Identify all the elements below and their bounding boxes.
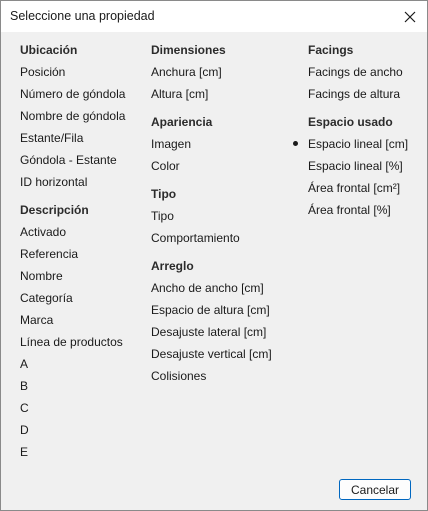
property-item-label: Facings de altura: [308, 87, 401, 101]
property-item-label: A: [20, 357, 29, 371]
property-item-label: Anchura [cm]: [151, 65, 222, 79]
property-item-posicion[interactable]: [20, 65, 65, 79]
property-item-label: Tipo: [151, 209, 174, 223]
property-item-label: Área frontal [%]: [308, 203, 391, 217]
property-item-label: Desajuste lateral [cm]: [151, 325, 267, 339]
property-item-label: Góndola - Estante: [20, 153, 117, 167]
property-item-numero-de-gondola[interactable]: [20, 87, 125, 101]
property-item-nombre-de-gondola[interactable]: [20, 109, 125, 123]
property-item-label: Estante/Fila: [20, 131, 84, 145]
property-item-area-frontal-cm[interactable]: [308, 181, 400, 195]
property-item-d[interactable]: [20, 423, 29, 437]
section-header-descripcion: Descripción: [20, 203, 89, 217]
section-header-facings: Facings: [308, 43, 354, 57]
property-item-label: Nombre de góndola: [20, 109, 126, 123]
property-item-activado[interactable]: [20, 225, 66, 239]
section-header-dimensiones: Dimensiones: [151, 43, 226, 57]
section-header-tipo: Tipo: [151, 187, 177, 201]
property-item-ancho-de-ancho-cm[interactable]: [151, 281, 264, 295]
property-item-label: Desajuste vertical [cm]: [151, 347, 272, 361]
property-item-gondola-estante[interactable]: [20, 153, 117, 167]
property-item-espacio-de-altura-cm[interactable]: [151, 303, 270, 317]
property-item-desajuste-vertical-cm[interactable]: [151, 347, 272, 361]
property-item-b[interactable]: [20, 379, 28, 393]
property-item-espacio-lineal[interactable]: [308, 159, 403, 173]
property-item-e[interactable]: [20, 445, 28, 459]
property-item-altura-cm[interactable]: [151, 87, 208, 101]
property-item-label: Referencia: [20, 247, 79, 261]
property-item-nombre[interactable]: [20, 269, 63, 283]
property-item-label: B: [20, 379, 29, 393]
property-item-label: Activado: [20, 225, 67, 239]
property-item-label: Área frontal [cm²]: [308, 181, 401, 195]
property-item-facings-de-altura[interactable]: [308, 87, 400, 101]
property-item-a[interactable]: [20, 357, 28, 371]
property-item-desajuste-lateral-cm[interactable]: [151, 325, 266, 339]
property-item-label: Número de góndola: [20, 87, 126, 101]
cancel-button-label: Cancelar: [350, 482, 400, 497]
section-header-espacio-usado: Espacio usado: [308, 115, 393, 129]
property-item-label: ID horizontal: [20, 175, 88, 189]
property-item-label: Posición: [20, 65, 66, 79]
property-item-label: Espacio lineal [%]: [308, 159, 403, 173]
property-item-label: C: [20, 401, 29, 415]
property-item-label: Espacio lineal [cm]: [308, 137, 409, 151]
section-header-arreglo: Arreglo: [151, 259, 194, 273]
property-item-label: Colisiones: [151, 369, 207, 383]
property-item-estante-fila[interactable]: [20, 131, 83, 145]
section-header-apariencia: Apariencia: [151, 115, 213, 129]
title-bar: [1, 1, 427, 32]
property-item-label: Categoría: [20, 291, 73, 305]
property-item-colisiones[interactable]: [151, 369, 206, 383]
property-item-referencia[interactable]: [20, 247, 78, 261]
property-item-label: Color: [151, 159, 180, 173]
property-item-anchura-cm[interactable]: [151, 65, 222, 79]
property-item-label: D: [20, 423, 29, 437]
property-item-label: Nombre: [20, 269, 63, 283]
close-button[interactable]: [393, 1, 427, 32]
property-item-id-horizontal[interactable]: [20, 175, 87, 189]
property-item-label: Comportamiento: [151, 231, 240, 245]
property-item-tipo[interactable]: [151, 209, 174, 223]
property-item-label: Marca: [20, 313, 54, 327]
property-item-color[interactable]: [151, 159, 180, 173]
property-item-label: Espacio de altura [cm]: [151, 303, 270, 317]
property-item-c[interactable]: [20, 401, 29, 415]
property-item-comportamiento[interactable]: [151, 231, 240, 245]
property-item-marca[interactable]: [20, 313, 53, 327]
close-icon: [404, 11, 416, 23]
section-header-ubicacion: Ubicación: [20, 43, 78, 57]
property-item-label: Ancho de ancho [cm]: [151, 281, 264, 295]
dialog-title: Seleccione una propiedad: [10, 9, 155, 23]
property-item-label: Línea de productos: [20, 335, 123, 349]
property-item-espacio-lineal-cm[interactable]: [308, 137, 408, 151]
property-item-imagen[interactable]: [151, 137, 191, 151]
property-item-linea-de-productos[interactable]: [20, 335, 123, 349]
property-item-area-frontal[interactable]: [308, 203, 391, 217]
property-item-label: Imagen: [151, 137, 192, 151]
property-item-label: Facings de ancho: [308, 65, 403, 79]
cancel-button[interactable]: [339, 479, 411, 500]
property-item-categoria[interactable]: [20, 291, 73, 305]
property-item-facings-de-ancho[interactable]: [308, 65, 403, 79]
property-item-label: Altura [cm]: [151, 87, 209, 101]
selected-bullet-icon: [293, 141, 298, 146]
property-item-label: E: [20, 445, 29, 459]
